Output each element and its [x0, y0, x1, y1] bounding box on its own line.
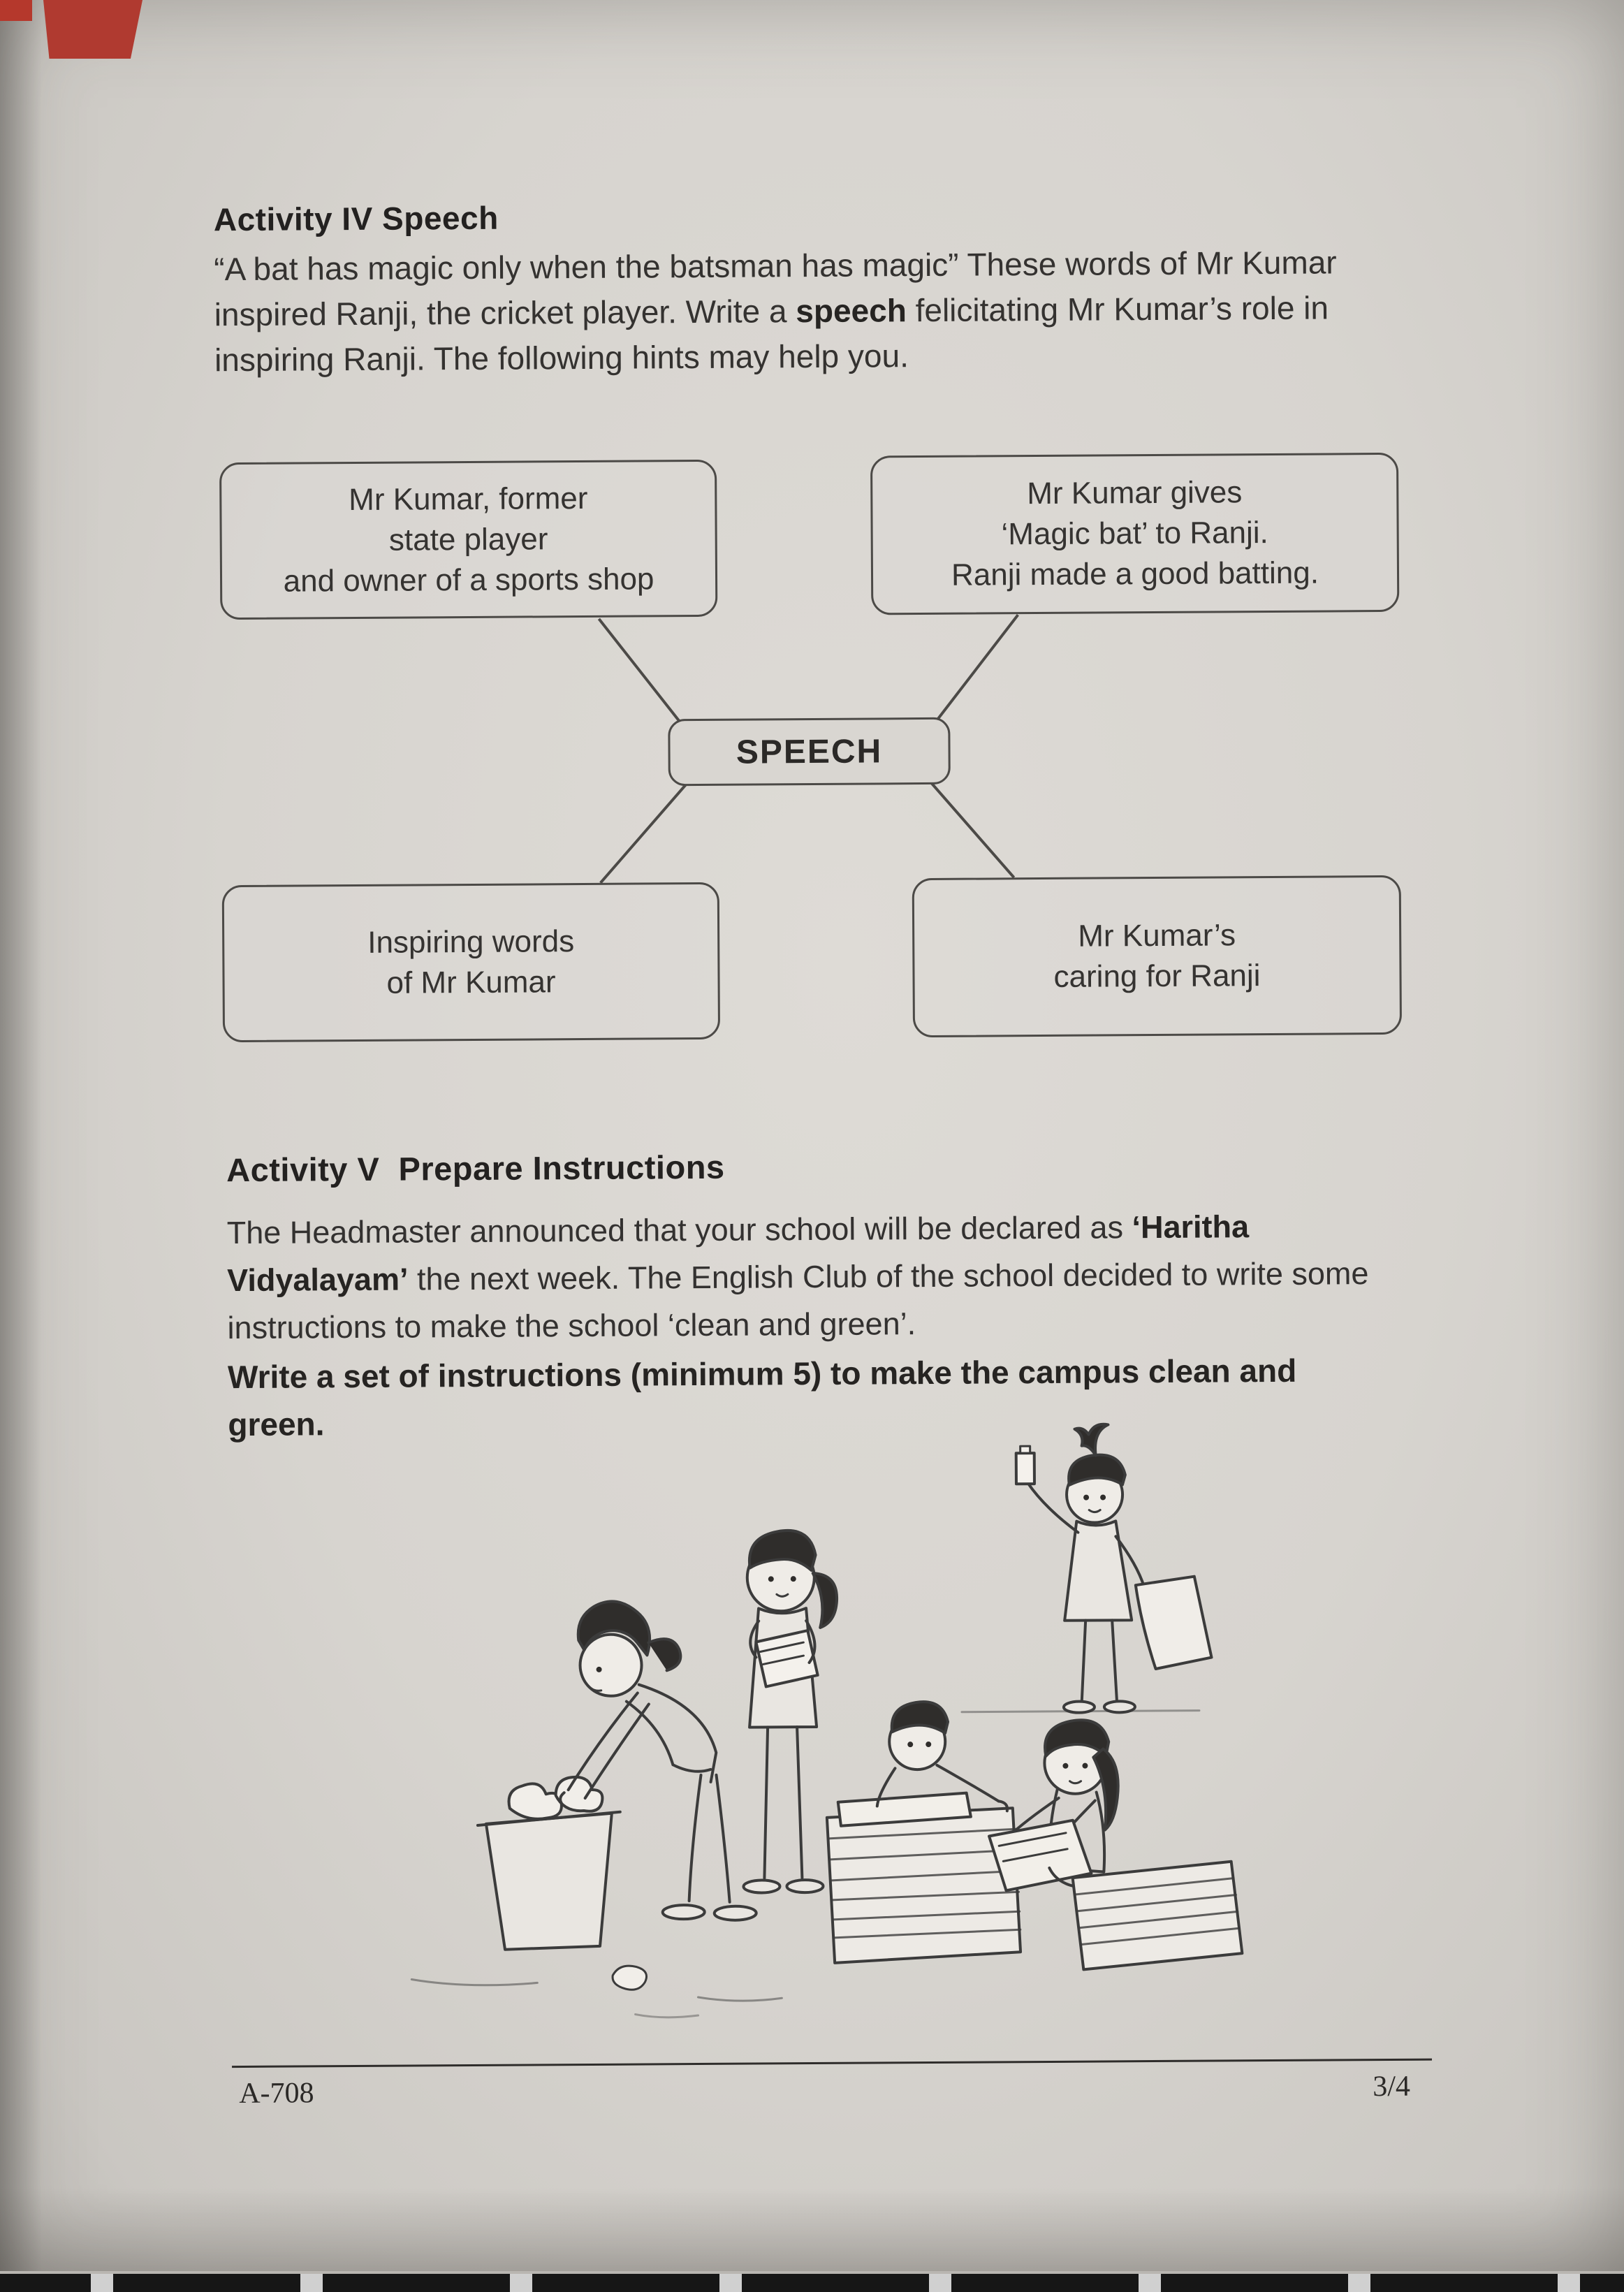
hint-box-top-right — [870, 453, 1399, 615]
activity-iv-text-after: felicitating Mr Kumar’s role in inspiring Ranji. The following hints may help you. — [214, 289, 1329, 379]
speech-center-box — [668, 717, 951, 786]
hint-box-bottom-left — [222, 882, 720, 1042]
activity-v-text-after: the next week. The English Club of the school decided to write some instructions to make the school ‘clean and green’. — [227, 1255, 1369, 1346]
activity-v-bold-phrase: ‘Haritha Vidyalayam’ — [227, 1209, 1250, 1299]
activity-iv-paragraph — [214, 240, 1419, 384]
activity-v-text-before: The Headmaster announced that your school will be declared as — [226, 1209, 1132, 1251]
activity-iv-bold-word: speech — [796, 292, 907, 330]
activity-v-instruction: Write a set of instructions (minimum 5) to make the campus clean and green. — [227, 1352, 1297, 1443]
footer-page-number: 3/4 — [1373, 2070, 1411, 2103]
speech-hints-diagram — [207, 444, 1419, 1066]
hint-box-top-right-text: Mr Kumar gives ‘Magic bat’ to Ranji. Ranji made a good batting. — [951, 475, 1319, 592]
scan-bottom-edge — [0, 2271, 1624, 2292]
footer-paper-code: A-708 — [239, 2077, 314, 2110]
children-cleaning-illustration — [331, 1408, 1312, 2029]
hint-box-bottom-right-text: Mr Kumar’s caring for Ranji — [1053, 918, 1261, 994]
activity-v-paragraph — [227, 1202, 1419, 1352]
hint-box-top-left — [219, 460, 717, 620]
hint-box-top-left-text: Mr Kumar, former state player and owner of a sports shop — [283, 481, 654, 599]
hint-box-bottom-right — [912, 875, 1402, 1037]
hint-box-bottom-left-text: Inspiring words of Mr Kumar — [367, 924, 575, 1000]
activity-iv-heading: Activity IV Speech — [213, 199, 499, 238]
activity-iv-text-before: “A bat has magic only when the batsman has magic” These words of Mr Kumar inspired Ranji, the cricket player. Write a — [214, 244, 1337, 333]
footer-divider — [232, 2059, 1432, 2068]
speech-center-label: SPEECH — [736, 732, 883, 771]
cleaning-scene-drawing — [331, 1408, 1312, 2029]
activity-v-heading: Activity V Prepare Instructions — [226, 1148, 725, 1189]
